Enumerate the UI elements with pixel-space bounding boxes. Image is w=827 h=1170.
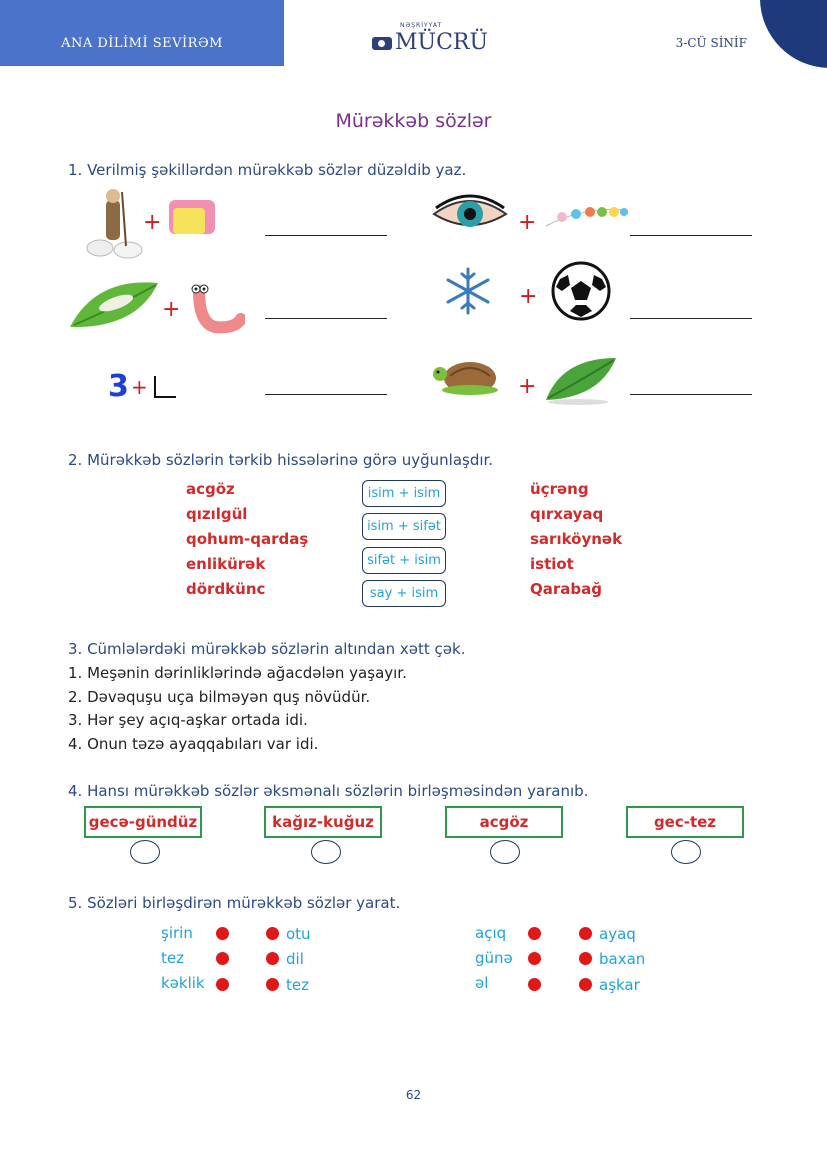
answer-line[interactable] <box>630 394 752 395</box>
right-word: Qarabağ <box>530 580 602 598</box>
snowflake-icon <box>442 266 494 316</box>
task2-heading: 2. Mürəkkəb sözlərin tərkib hissələrinə görə uyğunlaşdır. <box>68 451 494 469</box>
answer-circle[interactable] <box>130 840 160 864</box>
match-dot[interactable] <box>579 978 592 991</box>
task1-heading: 1. Verilmiş şəkillərdən mürəkkəb sözlər düzəldib yaz. <box>68 161 467 179</box>
header-grade: 3-CÜ SİNİF <box>675 36 747 50</box>
right-word: sarıköynək <box>530 530 623 548</box>
word-box: gec-tez <box>626 806 744 838</box>
left-word: acgöz <box>186 480 235 498</box>
match-dot[interactable] <box>579 952 592 965</box>
answer-line[interactable] <box>265 235 387 236</box>
sentence: 2. Dəvəquşu uça bilməyən quş növüdür. <box>68 688 371 706</box>
left-word: qızılgül <box>186 505 248 523</box>
left-word: qohum-qardaş <box>186 530 309 548</box>
pillow-icon <box>167 198 219 238</box>
answer-line[interactable] <box>630 235 752 236</box>
match-dot[interactable] <box>528 978 541 991</box>
match-dot[interactable] <box>528 952 541 965</box>
match-dot[interactable] <box>216 952 229 965</box>
pattern-box[interactable]: sifət + isim <box>362 547 446 574</box>
answer-line[interactable] <box>630 318 752 319</box>
leaf-icon <box>542 354 618 406</box>
pattern-box[interactable]: isim + isim <box>362 480 446 507</box>
left-word: dördkünc <box>186 580 266 598</box>
sentence: 4. Onun təzə ayaqqabıları var idi. <box>68 735 319 753</box>
left-word: enlikürək <box>186 555 266 573</box>
number-three: 3 <box>108 369 129 404</box>
answer-circle[interactable] <box>490 840 520 864</box>
word-left: əl <box>475 974 489 992</box>
match-dot[interactable] <box>216 927 229 940</box>
word-right: baxan <box>599 950 646 968</box>
turtle-icon <box>430 350 506 402</box>
match-dot[interactable] <box>266 927 279 940</box>
word-right: otu <box>286 925 311 943</box>
header-decor-circle <box>760 0 827 68</box>
word-box: acgöz <box>445 806 563 838</box>
right-word: qırxayaq <box>530 505 604 523</box>
pattern-box[interactable]: say + isim <box>362 580 446 607</box>
sentence: 1. Meşənin dərinliklərində ağacdələn yaşayır. <box>68 664 407 682</box>
pattern-box[interactable]: isim + sifət <box>362 513 446 540</box>
page-number: 62 <box>405 1088 422 1102</box>
task4-heading: 4. Hansı mürəkkəb sözlər əksmənalı sözlərin birləşməsindən yaranıb. <box>68 782 589 800</box>
right-word: üçrəng <box>530 480 589 498</box>
word-box: gecə-gündüz <box>84 806 202 838</box>
word-right: ayaq <box>599 925 636 943</box>
match-dot[interactable] <box>216 978 229 991</box>
sentence: 3. Hər şey açıq-aşkar ortada idi. <box>68 711 308 729</box>
worm-icon <box>185 283 245 335</box>
word-left: kəklik <box>161 974 205 992</box>
answer-line[interactable] <box>265 318 387 319</box>
answer-circle[interactable] <box>671 840 701 864</box>
match-dot[interactable] <box>266 952 279 965</box>
match-dot[interactable] <box>579 927 592 940</box>
silkworm-leaf-icon <box>66 277 162 333</box>
match-dot[interactable] <box>266 978 279 991</box>
corner-angle-icon <box>152 374 178 400</box>
word-left: şirin <box>161 924 193 942</box>
word-right: tez <box>286 976 309 994</box>
task3-heading: 3. Cümlələrdəki mürəkkəb sözlərin altından xətt çək. <box>68 640 466 658</box>
match-dot[interactable] <box>528 927 541 940</box>
camera-icon <box>372 37 392 50</box>
answer-circle[interactable] <box>311 840 341 864</box>
answer-line[interactable] <box>265 394 387 395</box>
header-book-title: ANA DİLİMİ SEVİRƏM <box>61 36 223 51</box>
beads-icon <box>544 202 630 232</box>
right-word: istiot <box>530 555 574 573</box>
word-right: dil <box>286 950 304 968</box>
football-icon <box>550 261 612 321</box>
page-title: Mürəkkəb sözlər <box>335 110 492 132</box>
word-left: günə <box>475 949 513 967</box>
word-left: tez <box>161 949 184 967</box>
eye-icon <box>430 192 510 236</box>
word-left: açıq <box>475 924 507 942</box>
word-right: aşkar <box>599 976 640 994</box>
publisher-logo: NƏŞRİYYAT MÜCRÜ <box>372 28 488 54</box>
word-box: kağız-kuğuz <box>264 806 382 838</box>
task5-heading: 5. Sözləri birləşdirən mürəkkəb sözlər yarat. <box>68 894 401 912</box>
